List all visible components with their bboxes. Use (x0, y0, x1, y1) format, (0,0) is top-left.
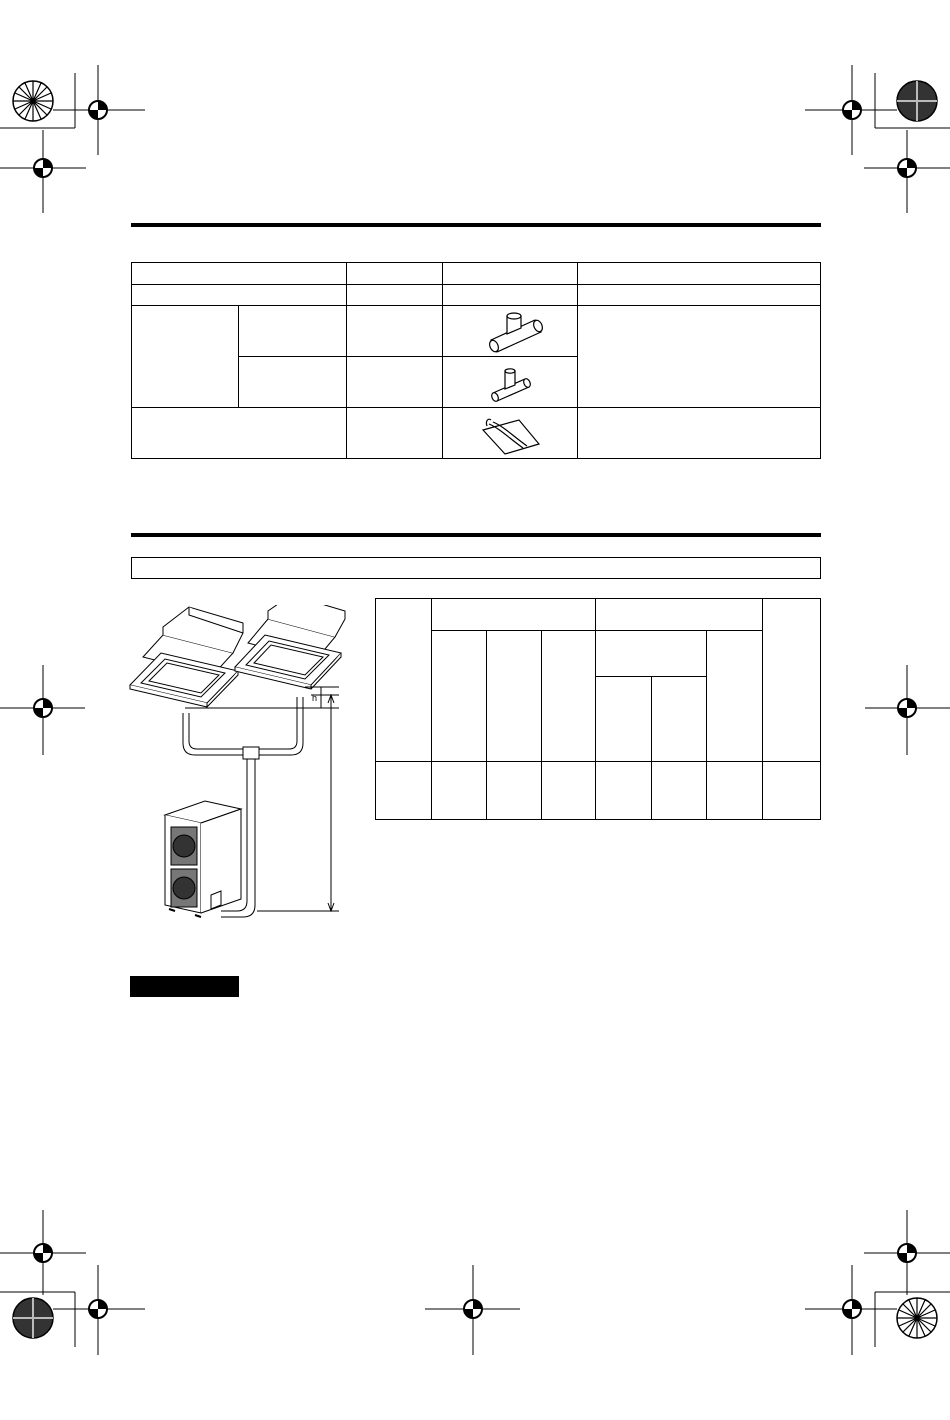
table-cell (238, 357, 346, 408)
section-rule-1 (131, 223, 821, 227)
crop-marks-bottom-right (790, 1205, 950, 1365)
table-cell (652, 762, 707, 820)
table-cell (132, 408, 347, 459)
table-cell (578, 306, 821, 408)
sunburst-icon (897, 81, 937, 121)
parts-table (131, 262, 821, 459)
table-row (132, 285, 821, 306)
crop-marks-middle-left (0, 660, 90, 760)
branch-pipe-small-icon (443, 357, 577, 407)
header-cell (431, 599, 596, 631)
crop-marks-middle-right (862, 660, 950, 760)
table-cell (541, 762, 596, 820)
table-cell (443, 306, 578, 357)
header-cell (431, 631, 486, 762)
table-row (132, 306, 821, 357)
crosshair-icon (898, 1244, 916, 1262)
table-row (376, 599, 821, 631)
piping-length-table (375, 598, 821, 820)
crosshair-icon (34, 699, 52, 717)
section-rule-2 (131, 533, 821, 537)
header-cell (578, 263, 821, 285)
crosshair-icon (843, 101, 861, 119)
indoor-unit-icon (235, 605, 345, 689)
crosshair-icon (34, 1244, 52, 1262)
table-cell (376, 762, 432, 820)
table-cell (132, 306, 239, 408)
table-cell (346, 357, 443, 408)
crosshair-icon (89, 1300, 107, 1318)
height-label: h (312, 693, 318, 703)
table-row (376, 762, 821, 820)
table-cell (238, 306, 346, 357)
table-cell (346, 408, 443, 459)
table-cell (431, 762, 486, 820)
crosshair-icon (89, 101, 107, 119)
header-cell (346, 263, 443, 285)
table-cell (486, 762, 541, 820)
crosshair-icon (898, 699, 916, 717)
sunburst-icon (13, 1298, 53, 1338)
table-cell (346, 306, 443, 357)
crop-marks-bottom-center (420, 1265, 530, 1365)
crosshair-icon (843, 1300, 861, 1318)
header-cell (652, 677, 707, 762)
table-cell (443, 408, 578, 459)
table-row (132, 408, 821, 459)
header-cell (763, 599, 821, 762)
header-cell (596, 677, 652, 762)
sunburst-icon (13, 81, 53, 121)
crop-marks-bottom-left (0, 1205, 160, 1365)
table-cell (346, 285, 443, 306)
note-box (131, 557, 821, 579)
crop-marks-top-right (790, 60, 950, 220)
indoor-unit-icon (130, 607, 243, 707)
header-cell (541, 631, 596, 762)
header-cell (596, 631, 707, 677)
table-cell (596, 762, 652, 820)
table-cell (578, 408, 821, 459)
table-cell (132, 285, 347, 306)
crosshair-icon (898, 159, 916, 177)
table-cell (707, 762, 763, 820)
insulation-sheet-icon (443, 408, 577, 458)
header-cell (132, 263, 347, 285)
table-row (132, 263, 821, 285)
outdoor-unit-icon (165, 801, 241, 917)
header-cell (486, 631, 541, 762)
table-row (376, 631, 821, 677)
branch-pipe-icon (243, 747, 259, 759)
table-cell (578, 285, 821, 306)
crop-marks-top-left (0, 60, 160, 220)
table-cell (443, 357, 578, 408)
header-cell (443, 263, 578, 285)
crosshair-icon (464, 1300, 482, 1318)
crosshair-icon (34, 159, 52, 177)
sunburst-icon (897, 1298, 937, 1338)
header-cell (596, 599, 763, 631)
branch-pipe-large-icon (443, 306, 577, 356)
header-cell (707, 631, 763, 762)
caution-heading-bar (130, 976, 239, 997)
table-cell (763, 762, 821, 820)
table-cell (443, 285, 578, 306)
piping-figure (125, 605, 350, 930)
header-cell (376, 599, 432, 762)
